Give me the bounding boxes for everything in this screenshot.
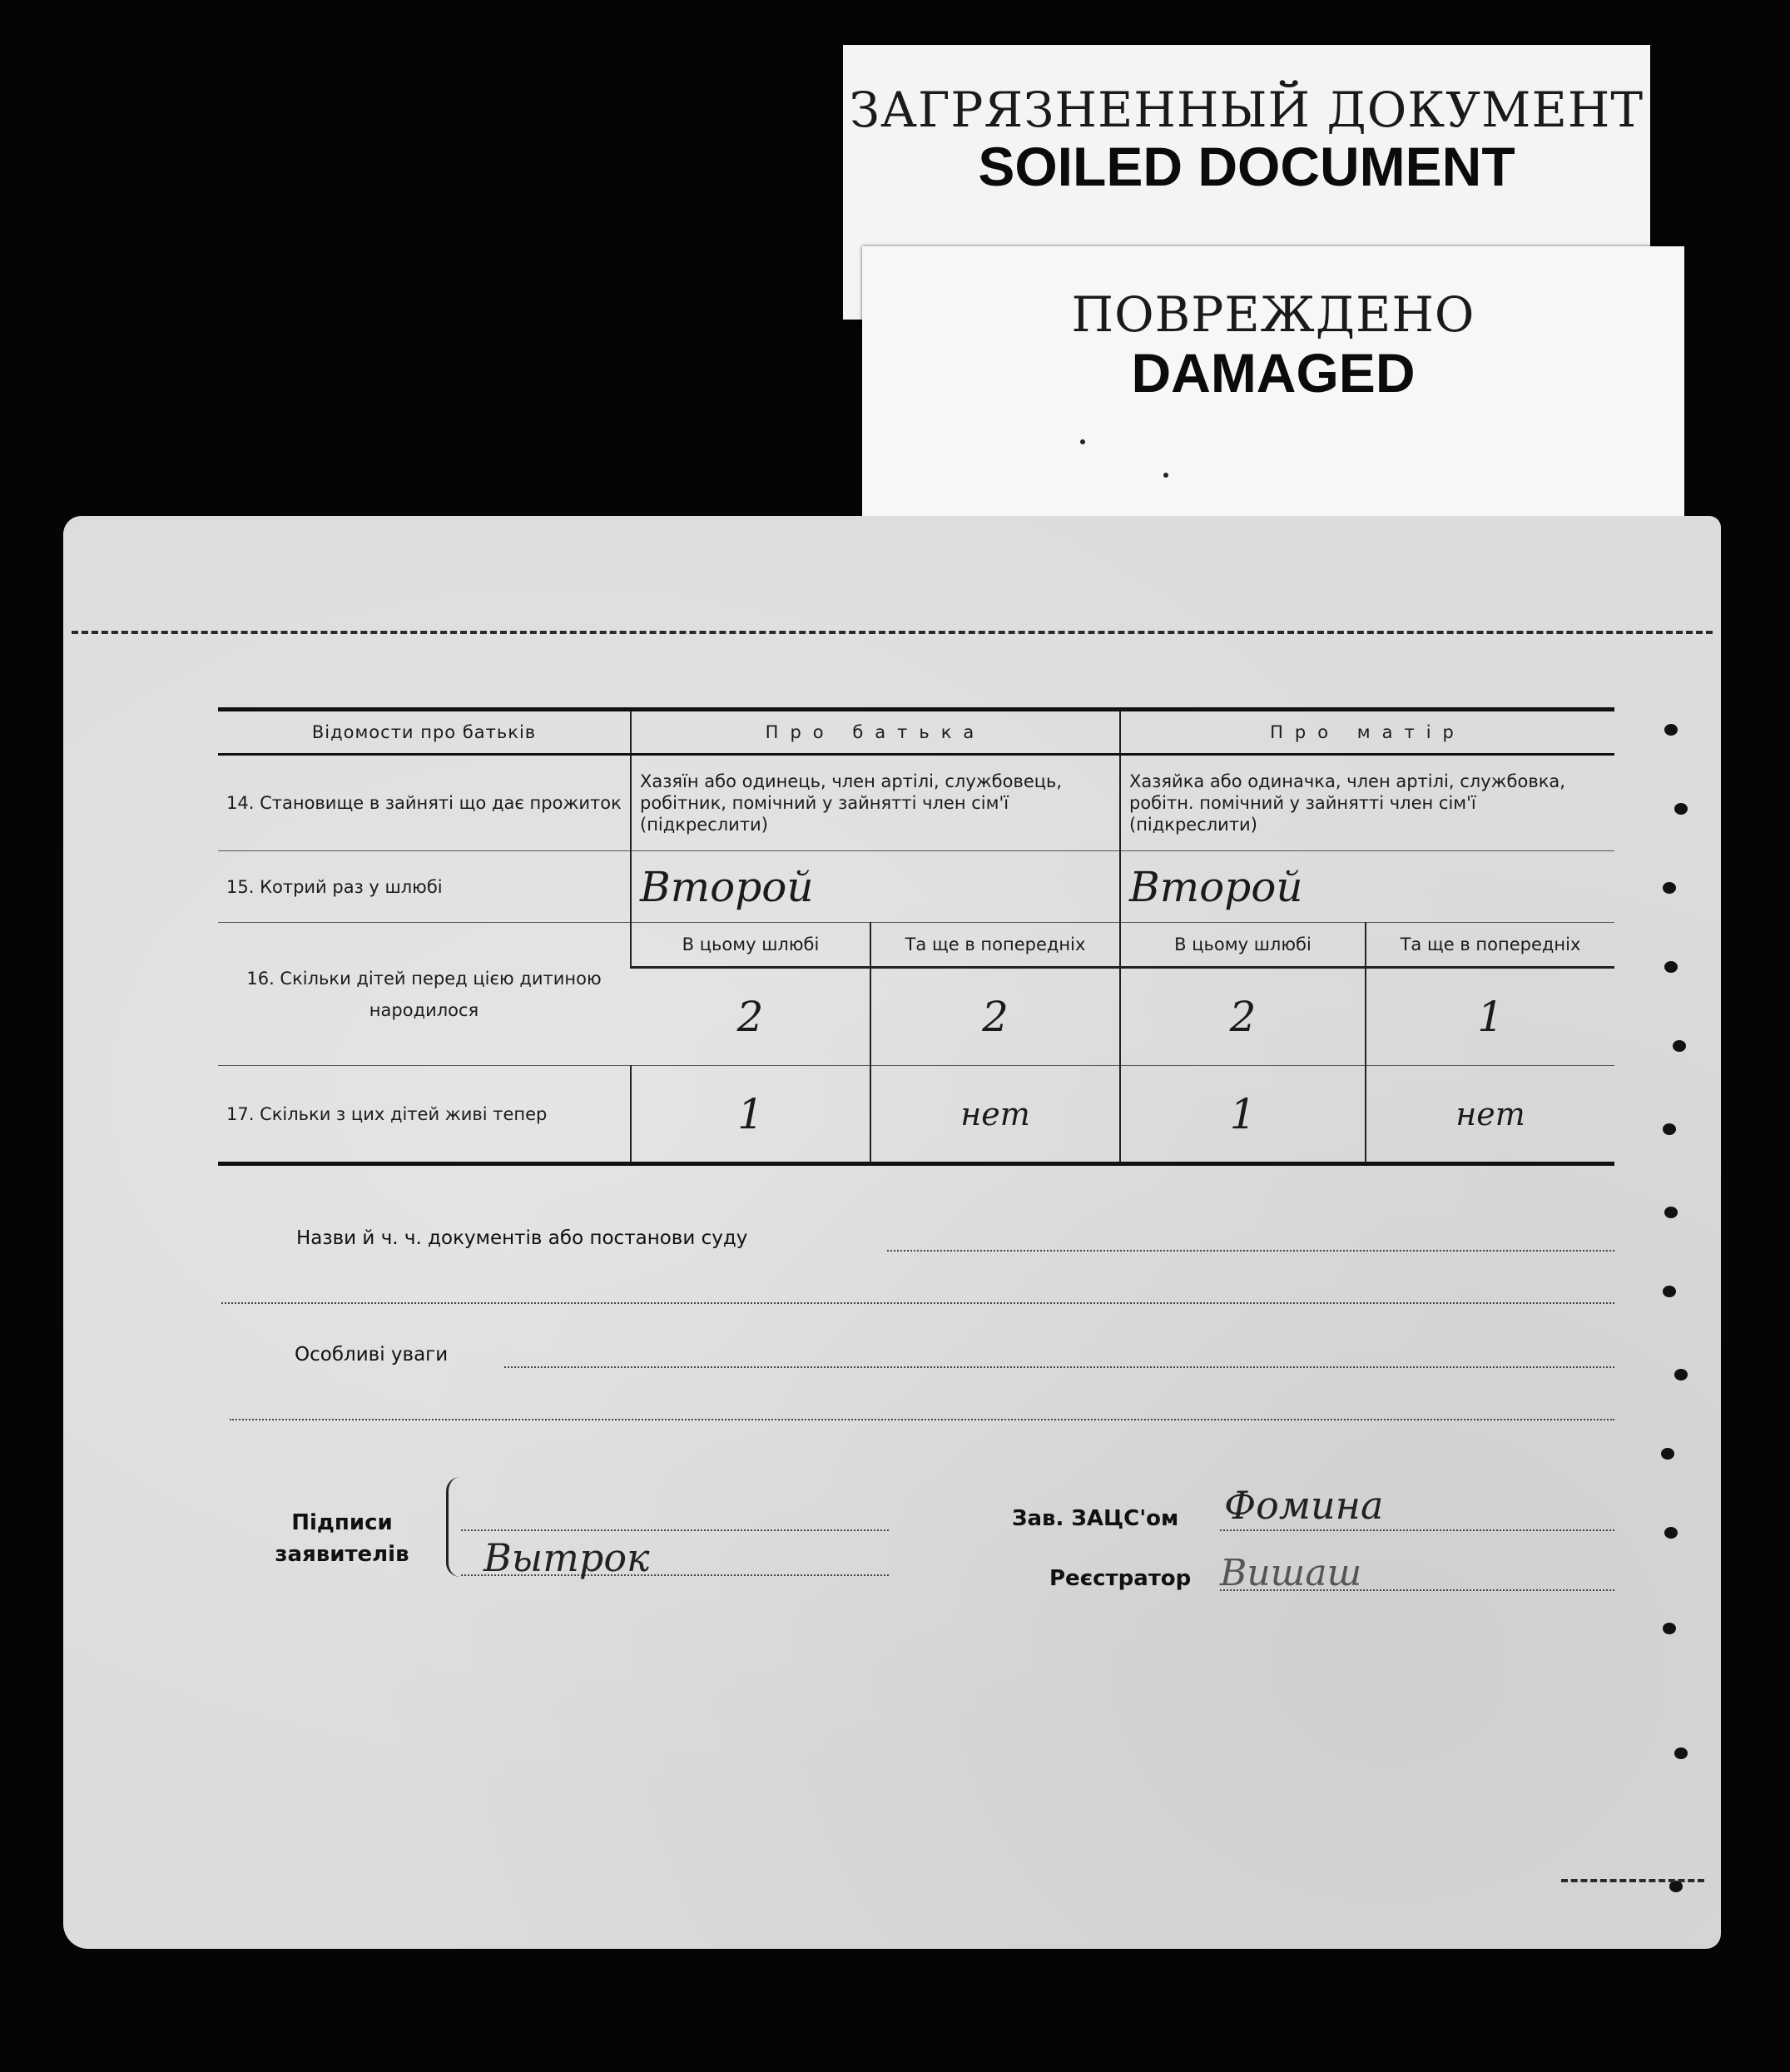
table-header-parents: Відомости про батьків	[218, 710, 631, 755]
documents-label: Назви й ч. ч. документів або постанови суду	[296, 1227, 748, 1249]
punch-hole	[1669, 1881, 1683, 1892]
q17-father-prev: нет	[870, 1066, 1120, 1164]
notes-line	[504, 1366, 1614, 1368]
speck	[1080, 439, 1085, 444]
signature-brace	[446, 1477, 460, 1577]
punch-hole	[1664, 1527, 1678, 1539]
q16-mother-this: 2	[1120, 968, 1366, 1066]
speck	[1163, 473, 1168, 478]
zags-head-label: Зав. ЗАЦС'ом	[1012, 1506, 1179, 1531]
parents-info-table	[218, 707, 1614, 1166]
damaged-label-ru: ПОВРЕЖДЕНО	[1071, 286, 1475, 343]
applicant-line-1	[461, 1529, 889, 1531]
zags-head-line	[1220, 1529, 1614, 1531]
applicants-signature-label: Підписи заявителів	[275, 1510, 409, 1567]
punch-hole	[1674, 1369, 1688, 1381]
q17-father-this: 1	[631, 1066, 870, 1164]
q17-mother-prev: нет	[1366, 1066, 1614, 1164]
q16-father-this: 2	[631, 968, 870, 1066]
registrar-label: Реєстратор	[1049, 1566, 1192, 1591]
question-14: 14. Становище в зайняті що дає прожиток	[218, 755, 631, 851]
q15-father-answer: Второй	[631, 851, 1120, 923]
subheader-father-this: В цьому шлюбі	[631, 923, 870, 968]
punch-hole	[1674, 1747, 1688, 1759]
damaged-label	[862, 246, 1684, 529]
q15-mother-answer: Второй	[1120, 851, 1614, 923]
notes-label: Особливі уваги	[295, 1344, 449, 1366]
q17-mother-this: 1	[1120, 1066, 1366, 1164]
damaged-label-en: DAMAGED	[1131, 342, 1416, 404]
documents-line	[887, 1250, 1614, 1252]
punch-hole	[1664, 724, 1678, 736]
notes-line-2	[230, 1419, 1614, 1420]
question-15: 15. Котрий раз у шлюбі	[218, 851, 631, 923]
punch-hole	[1664, 1207, 1678, 1218]
table-header-father: Про батька	[631, 710, 1120, 755]
punch-hole	[1661, 1448, 1674, 1460]
subheader-mother-prev: Та ще в попередніх	[1366, 923, 1614, 968]
punch-hole	[1663, 882, 1676, 894]
registrar-line	[1220, 1589, 1614, 1591]
question-16: 16. Скільки дітей перед цією дитиною народилося	[218, 923, 631, 1066]
soiled-label-ru: ЗАГРЯЗНЕННЫЙ ДОКУМЕНТ	[849, 82, 1644, 138]
punch-hole	[1664, 961, 1678, 973]
form-sheet	[63, 516, 1721, 1949]
zags-head-signature: Фомина	[1224, 1483, 1384, 1528]
punch-hole	[1674, 803, 1688, 815]
q16-mother-prev: 1	[1366, 968, 1614, 1066]
subheader-father-prev: Та ще в попередніх	[870, 923, 1120, 968]
registrar-signature: Вишаш	[1220, 1552, 1362, 1594]
perforation-line	[72, 631, 1713, 634]
table-header-mother: Про матір	[1120, 710, 1614, 755]
punch-hole	[1673, 1040, 1686, 1052]
documents-line-2	[221, 1302, 1614, 1304]
applicant-signature: Вытрок	[483, 1535, 650, 1580]
punch-hole	[1663, 1623, 1676, 1634]
q14-mother-options: Хазяйка або одиначка, член артілі, службовка, робітн. помічний у зайнятті член сім'ї (підкреслити)	[1120, 755, 1614, 851]
punch-hole	[1663, 1123, 1676, 1135]
q16-father-prev: 2	[870, 968, 1120, 1066]
question-17: 17. Скільки з цих дітей живі тепер	[218, 1066, 631, 1164]
soiled-label-en: SOILED DOCUMENT	[978, 136, 1515, 197]
bottom-perforation	[1561, 1879, 1704, 1882]
punch-hole	[1663, 1286, 1676, 1297]
subheader-mother-this: В цьому шлюбі	[1120, 923, 1366, 968]
q14-father-options: Хазяїн або одинець, член артілі, службовець, робітник, помічний у зайнятті член сім'ї (підкреслити)	[631, 755, 1120, 851]
